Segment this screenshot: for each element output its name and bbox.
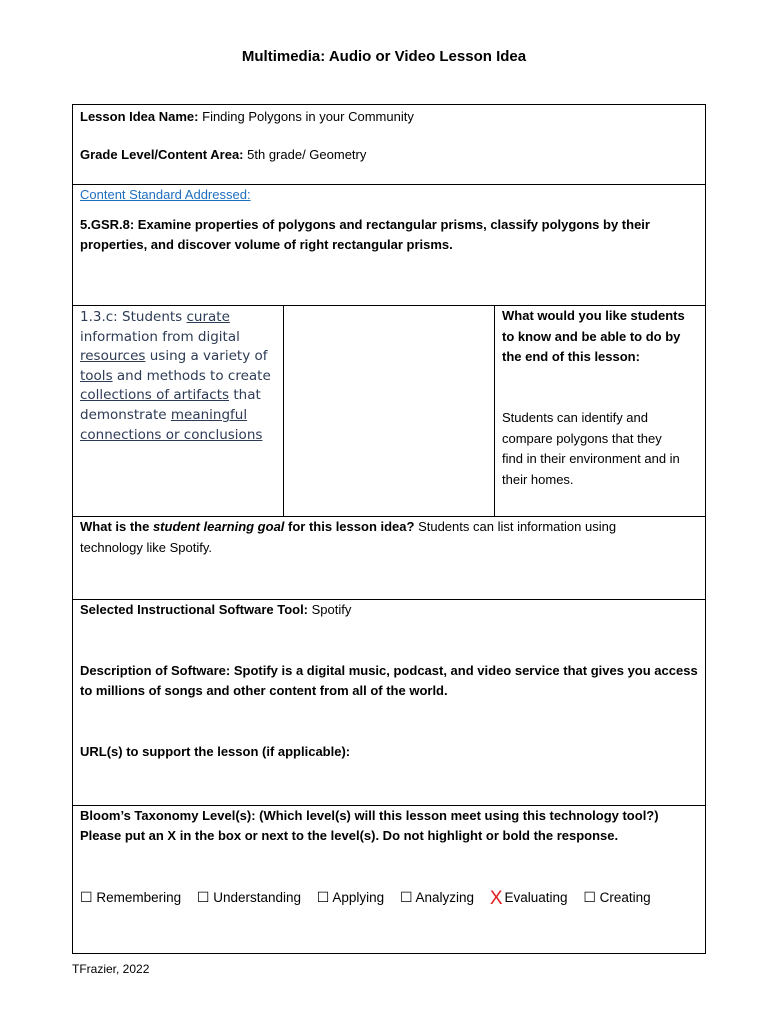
bloom-taxonomy-row [73, 805, 705, 953]
document-title: Multimedia: Audio or Video Lesson Idea [241, 48, 527, 65]
checkbox-icon: ☐ [196, 889, 210, 905]
lesson-name-label: Lesson Idea Name: [80, 109, 199, 124]
empty-middle-cell [284, 306, 495, 516]
software-description-line1: Description of Software: Spotify is a digital music, podcast, and video service that gives you access [80, 663, 698, 678]
bloom-option-applying[interactable]: ☐ Applying [316, 889, 385, 905]
software-tool-value: Spotify [308, 602, 352, 617]
software-row [73, 599, 705, 805]
checkbox-icon: ☐ [583, 889, 596, 905]
standard-text-line1: 5.GSR.8: Examine properties of polygons and rectangular prisms, classify polygons by their [80, 217, 650, 232]
lesson-objective-cell [495, 306, 705, 516]
grade-level-value: 5th grade/ Geometry [247, 147, 367, 162]
software-description-line2: to millions of songs and other content from all of the world. [80, 683, 448, 698]
content-standard-row [73, 184, 705, 305]
content-standard-link[interactable]: Content Standard Addressed: [80, 187, 251, 202]
x-mark-icon: X [489, 888, 503, 909]
objective-answer: Students can identify and compare polygons that they find in their environment and in their homes. [502, 410, 680, 487]
learning-goal-answer: Students can list information using [414, 519, 617, 534]
lesson-idea-table [72, 104, 706, 954]
learning-goal-row [73, 516, 705, 599]
bloom-option-analyzing[interactable]: ☐ Analyzing [399, 889, 475, 905]
lesson-name-value: Finding Polygons in your Community [202, 109, 414, 124]
checkbox-icon: ☐ [316, 889, 330, 905]
lesson-info-row [73, 105, 705, 184]
bloom-question-line2: Please put an X in the box or next to the level(s). Do not highlight or bold the response. [80, 828, 619, 843]
iste-standard-text: 1.3.c: Students curate information from digital resources using a variety of tools and methods to create collections of artifacts that demonstrate meaningful connections or conclusions [80, 309, 271, 443]
footer-credit: TFrazier, 2022 [72, 962, 150, 976]
software-tool-line [80, 600, 698, 620]
learning-goal-answer-line2: technology like Spotify. [80, 540, 212, 555]
url-label: URL(s) to support the lesson (if applicable): [80, 744, 351, 759]
bloom-options [80, 888, 663, 910]
grade-level-line [80, 145, 698, 165]
grade-level-label: Grade Level/Content Area: [80, 147, 244, 162]
checkbox-icon: ☐ [80, 889, 93, 905]
bloom-option-evaluating[interactable]: X Evaluating [489, 888, 568, 909]
learning-goal-question: What is the student learning goal for this lesson idea? Students can list information using [80, 519, 617, 534]
checkbox-icon: ☐ [399, 889, 413, 905]
objective-question: What would you like students to know and be able to do by the end of this lesson: [502, 308, 685, 364]
iste-standard-cell [73, 306, 284, 516]
bloom-option-remembering[interactable]: ☐ Remembering [80, 889, 182, 905]
standards-objectives-row [73, 305, 705, 516]
lesson-name-line [80, 107, 698, 127]
standard-text-line2: properties, and discover volume of right rectangular prisms. [80, 237, 453, 252]
bloom-question-line1: Bloom’s Taxonomy Level(s): (Which level(s) will this lesson meet using this technology tool?) [80, 808, 659, 823]
bloom-option-understanding[interactable]: ☐ Understanding [196, 889, 302, 905]
software-tool-label: Selected Instructional Software Tool: [80, 602, 309, 617]
bloom-option-creating[interactable]: ☐ Creating [583, 889, 651, 905]
